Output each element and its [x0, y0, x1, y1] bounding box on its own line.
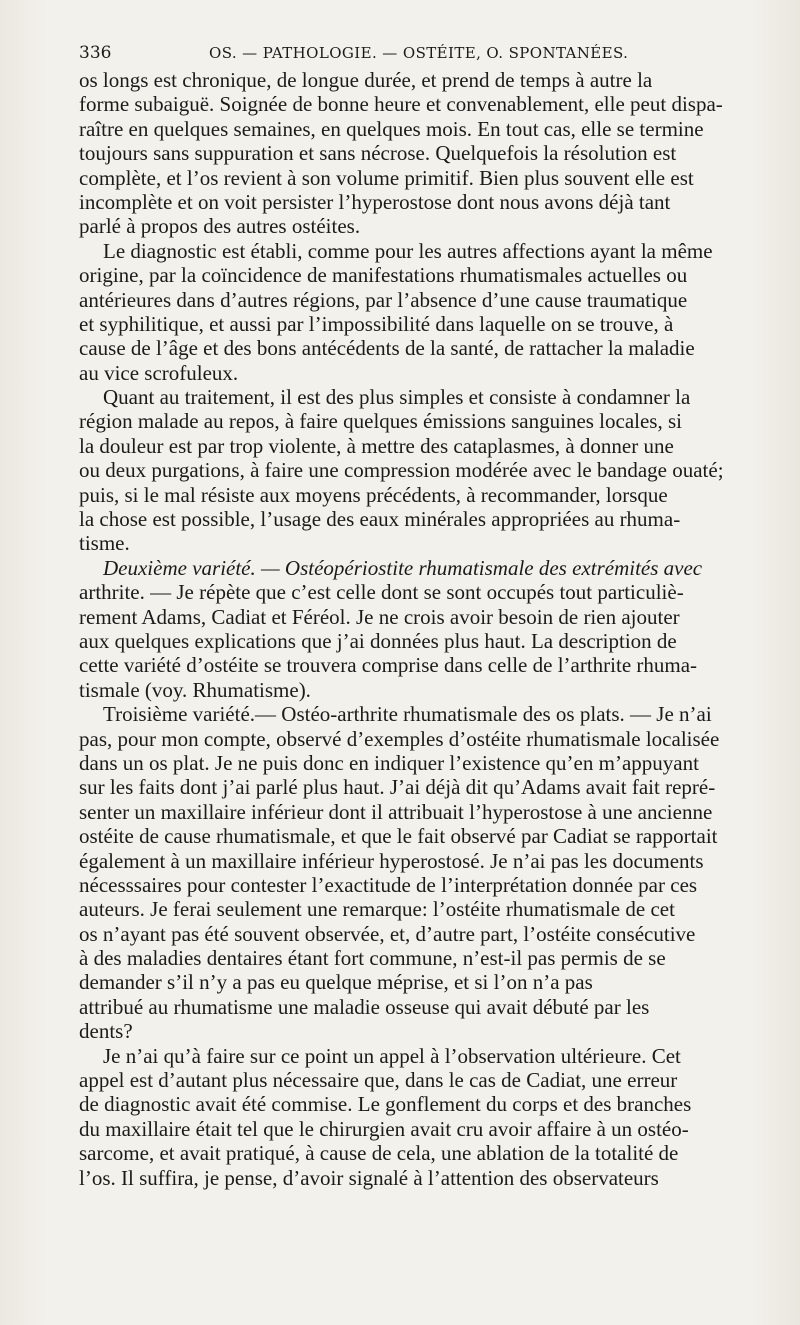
body-text: [79, 68, 753, 1190]
text-line: sur les faits dont j’ai parlé plus haut. J’ai déjà dit qu’Adams avait fait repré-: [79, 775, 716, 800]
text-line: du maxillaire était tel que le chirurgien avait cru avoir affaire à un ostéo-: [79, 1116, 689, 1141]
text-line: toujours sans suppuration et sans nécrose. Quelquefois la résolution est: [79, 141, 677, 166]
text-line: forme subaiguë. Soignée de bonne heure et convenablement, elle peut dispa-: [79, 92, 723, 117]
text-line: la chose est possible, l’usage des eaux minérales appropriées au rhuma-: [79, 507, 681, 532]
running-head: OS. — PATHOLOGIE. — OSTÉITE, O. SPONTANÉES.: [209, 44, 629, 62]
text-line: nécesssaires pour contester l’exactitude de l’interprétation donnée par ces: [79, 872, 698, 897]
text-line: à des maladies dentaires étant fort commune, n’est-il pas permis de se: [79, 946, 666, 971]
page-header: [79, 40, 753, 66]
text-line: aux quelques explications que j’ai données plus haut. La description de: [79, 628, 677, 653]
text-line: antérieures dans d’autres régions, par l’absence d’une cause traumatique: [79, 287, 688, 312]
text-line: appel est d’autant plus nécessaire que, dans le cas de Cadiat, une erreur: [79, 1068, 678, 1093]
text-line: Quant au traitement, il est des plus simples et consiste à condamner la: [103, 385, 691, 410]
text-line: os n’ayant pas été souvent observée, et, d’autre part, l’ostéite consécutive: [79, 921, 696, 946]
text-line: de diagnostic avait été commise. Le gonflement du corps et des branches: [79, 1092, 692, 1117]
text-line: sarcome, et avait pratiqué, à cause de cela, une ablation de la totalité de: [79, 1141, 679, 1166]
text-line: incomplète et on voit persister l’hyperostose dont nous avons déjà tant: [79, 189, 671, 214]
section-heading: Deuxième variété. — Ostéopériostite rhumatismale des extrémités avec: [103, 555, 703, 580]
text-line: la douleur est par trop violente, à mettre des cataplasmes, à donner une: [79, 433, 674, 458]
text-line: attribué au rhumatisme une maladie osseuse qui avait débuté par les: [79, 994, 650, 1019]
text-line: auteurs. Je ferai seulement une remarque: l’ostéite rhumatismale de cet: [79, 897, 675, 922]
paragraph: [79, 239, 753, 385]
text-line: cette variété d’ostéite se trouvera comprise dans celle de l’arthrite rhuma-: [79, 653, 698, 678]
text-line: dans un os plat. Je ne puis donc en indiquer l’existence qu’en m’appuyant: [79, 750, 699, 775]
text-line: Troisième variété.— Ostéo-arthrite rhumatismale des os plats. — Je n’ai: [103, 702, 712, 727]
text-line: cause de l’âge et des bons antécédents de la santé, de rattacher la maladie: [79, 336, 695, 361]
text-line: pas, pour mon compte, observé d’exemples d’ostéite rhumatismale localisée: [79, 726, 720, 751]
text-line: demander s’il n’y a pas eu quelque méprise, et si l’on n’a pas: [79, 970, 593, 995]
text-line: complète, et l’os revient à son volume primitif. Bien plus souvent elle est: [79, 165, 694, 190]
text-line: ostéite de cause rhumatismale, et que le fait observé par Cadiat se rapportait: [79, 824, 718, 849]
text-line: également à un maxillaire inférieur hyperostosé. Je n’ai pas les documents: [79, 848, 704, 873]
paragraph: [79, 556, 753, 702]
text-line: origine, par la coïncidence de manifestations rhumatismales actuelles ou: [79, 263, 688, 288]
text-line: parlé à propos des autres ostéites.: [79, 214, 361, 239]
paragraph: [79, 1044, 753, 1190]
text-line: tisme.: [79, 531, 130, 556]
text-line: tismale (voy. Rhumatisme).: [79, 677, 311, 702]
text-line: région malade au repos, à faire quelques émissions sanguines locales, si: [79, 409, 682, 434]
text-line: au vice scrofuleux.: [79, 360, 239, 385]
text-line: raître en quelques semaines, en quelques mois. En tout cas, elle se termine: [79, 116, 704, 141]
text-line: puis, si le mal résiste aux moyens précédents, à recommander, lorsque: [79, 482, 668, 507]
paragraph: [79, 385, 753, 556]
text-line: rement Adams, Cadiat et Féréol. Je ne crois avoir besoin de rien ajouter: [79, 604, 680, 629]
text-line: Le diagnostic est établi, comme pour les autres affections ayant la même: [103, 238, 713, 263]
text-line: os longs est chronique, de longue durée, et prend de temps à autre la: [79, 68, 653, 92]
paragraph: [79, 68, 753, 239]
paragraph: [79, 702, 753, 1043]
text-line: arthrite. — Je répète que c’est celle dont se sont occupés tout particuliè-: [79, 580, 684, 605]
text-line: senter un maxillaire inférieur dont il attribuait l’hyperostose à une ancienne: [79, 799, 713, 824]
text-line: Je n’ai qu’à faire sur ce point un appel à l’observation ultérieure. Cet: [103, 1043, 681, 1068]
text-line: l’os. Il suffira, je pense, d’avoir signalé à l’attention des observateurs: [79, 1165, 659, 1190]
page-number: 336: [79, 43, 112, 63]
text-line: ou deux purgations, à faire une compression modérée avec le bandage ouaté;: [79, 458, 724, 483]
text-line: et syphilitique, et aussi par l’impossibilité dans laquelle on se trouve, à: [79, 311, 674, 336]
text-line: dents?: [79, 1019, 133, 1044]
